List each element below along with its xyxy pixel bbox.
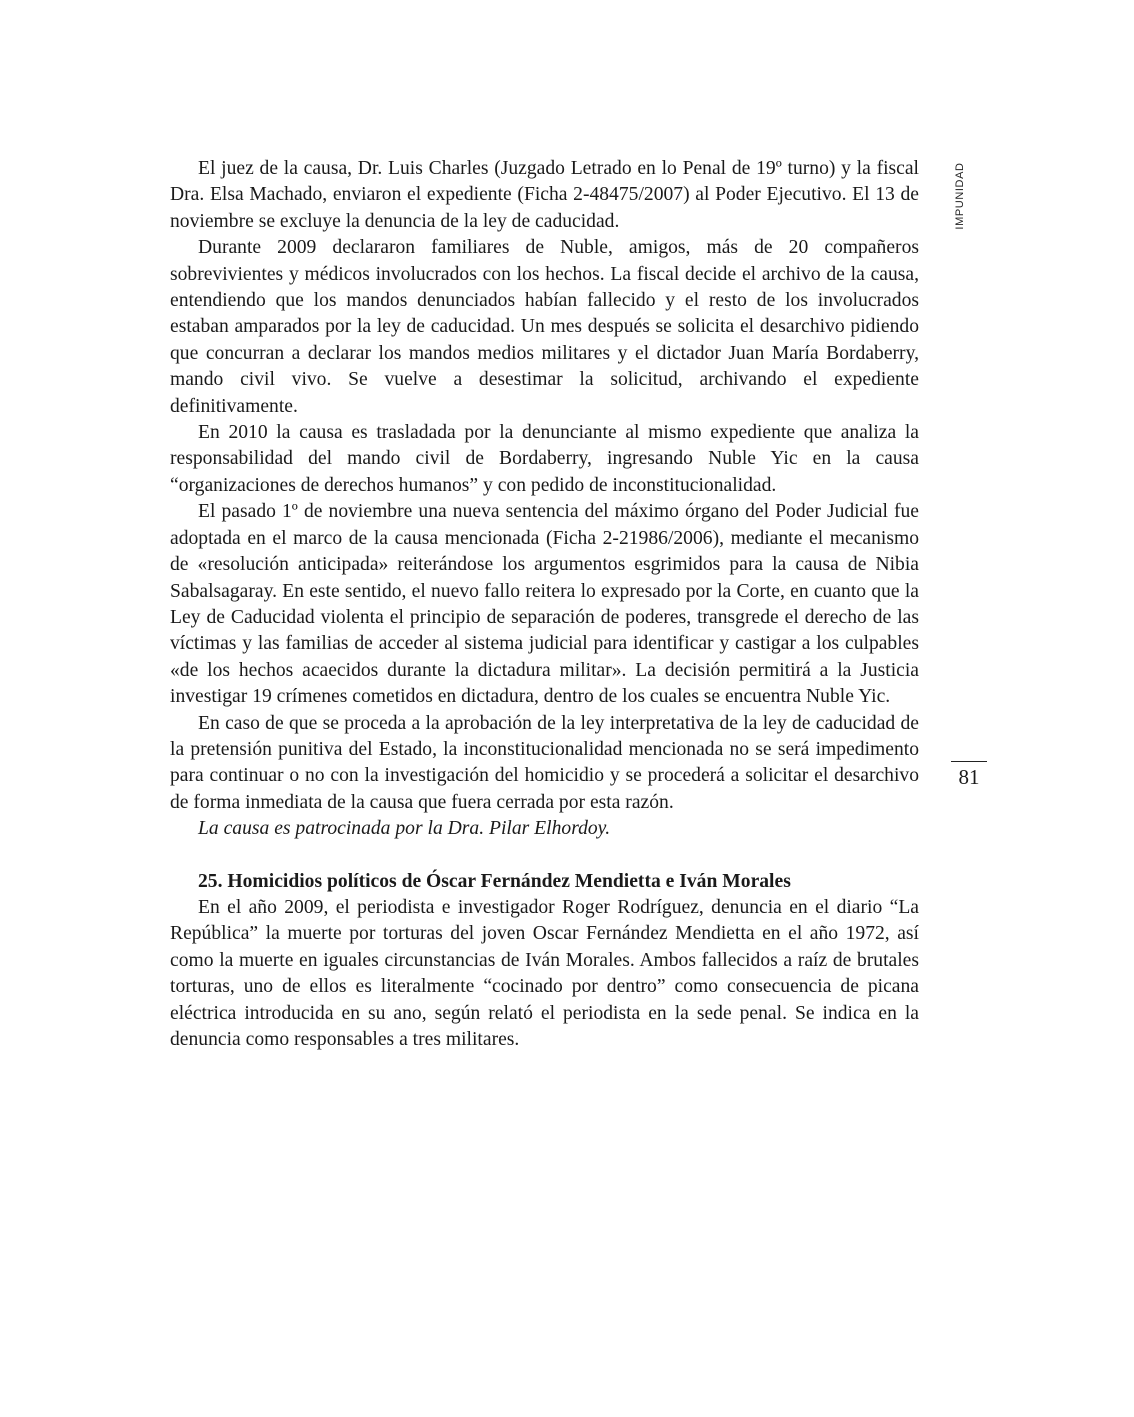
running-head bbox=[940, 158, 980, 234]
paragraph-sentencia: El pasado 1º de noviembre una nueva sentencia del máximo órgano del Poder Judicial fue adoptada en el marco de la causa mencionada (Ficha 2-21986/2006), mediante el mecanismo de «resolución anticipada» reiterándose los argumentos esgrimidos para la causa de Nibia Sabalsagaray. En este sentido, el nuevo fallo reitera lo expresado por la Corte, en cuanto que la Ley de Caducidad violenta el principio de separación de poderes, transgrede el derecho de las víctimas y las familias de acceder al sistema judicial para identificar y castigar a los culpables «de los hechos acaecidos durante la dictadura militar». La decisión permitirá a la Justicia investigar 19 crímenes cometidos en dictadura, dentro de los cuales se encuentra Nuble Yic. bbox=[170, 501, 919, 708]
credit-note: La causa es patrocinada por la Dra. Pilar Elhordoy. bbox=[198, 818, 611, 840]
page-body bbox=[170, 156, 919, 1053]
page-number: 81 bbox=[958, 765, 980, 789]
paragraph-2009: Durante 2009 declararon familiares de Nuble, amigos, más de 20 compañeros sobrevivientes y médicos involucrados con los hechos. La fiscal decide el archivo de la causa, entendiendo que los mandos denunciados habían fallecido y el resto de los involucrados estaban amparados por la ley de caducidad. Un mes después se solicita el desarchivo pidiendo que concurran a declarar los mandos medios militares y el dictador Juan María Bordaberry, mando civil vivo. Se vuelve a desestimar la solicitud, archivando el expediente definitivamente. bbox=[170, 237, 919, 417]
running-head-text: IMPUNIDAD bbox=[954, 162, 966, 230]
section-heading: 25. Homicidios políticos de Óscar Fernández Mendietta e Iván Morales bbox=[198, 870, 791, 892]
paragraph-ley-interpretativa: En caso de que se proceda a la aprobación de la ley interpretativa de la ley de caducidad de la pretensión punitiva del Estado, la inconstitucionalidad mencionada no se será impedimento para continuar o no con la investigación del homicidio y se procederá a solicitar el desarchivo de forma inmediata de la causa que fuera cerrada por esta razón. bbox=[170, 712, 919, 813]
paragraph-2010: En 2010 la causa es trasladada por la denunciante al mismo expediente que analiza la responsabilidad del mando civil de Bordaberry, ingresando Nuble Yic en la causa “organizaciones de derechos humanos” y con pedido de inconstitucionalidad. bbox=[170, 422, 919, 496]
paragraph-juez: El juez de la causa, Dr. Luis Charles (Juzgado Letrado en lo Penal de 19º turno) y la fiscal Dra. Elsa Machado, enviaron el expediente (Ficha 2-48475/2007) al Poder Ejecutivo. El 13 de noviembre se excluye la denuncia de la ley de caducidad. bbox=[170, 158, 919, 232]
folio-rule bbox=[951, 761, 987, 762]
section-paragraph: En el año 2009, el periodista e investigador Roger Rodríguez, denuncia en el diario “La República” la muerte por torturas del joven Oscar Fernández Mendietta en el año 1972, así como la muerte en iguales circunstancias de Iván Morales. Ambos fallecidos a raíz de brutales torturas, uno de ellos es literalmente “cocinado por dentro” como consecuencia de picana eléctrica introducida en su ano, según relató el periodista en la sede penal. Se indica en la denuncia como responsables a tres militares. bbox=[170, 896, 919, 1050]
